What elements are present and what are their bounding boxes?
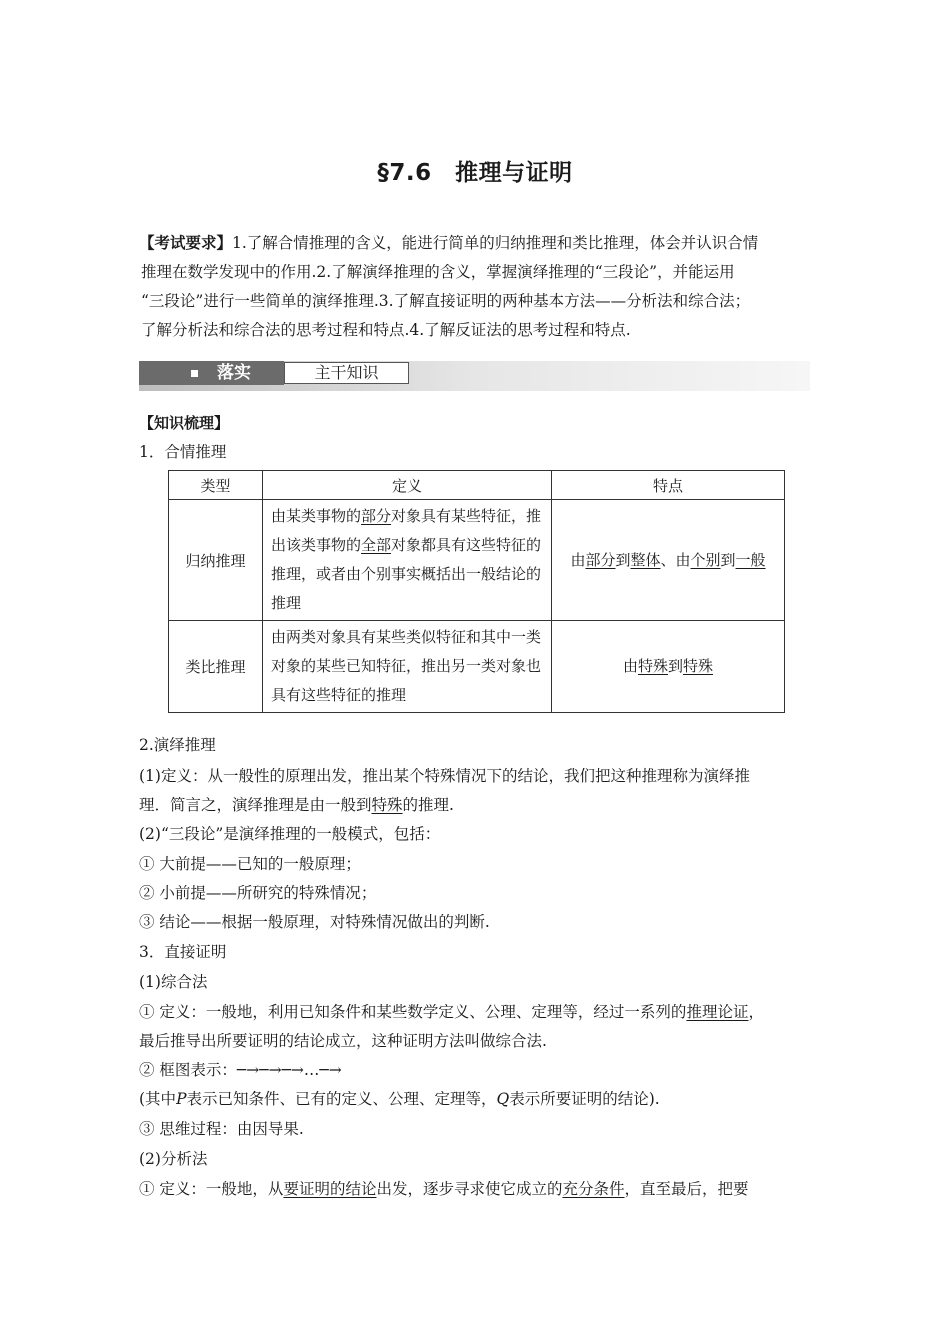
subsection-title: (2)分析法 xyxy=(139,1150,208,1168)
paragraph: ① 定义：一般地，从要证明的结论出发，逐步寻求使它成立的充分条件，直至最后，把要 xyxy=(139,1180,749,1198)
paragraph: (2)“三段论”是演绎推理的一般模式，包括： xyxy=(139,825,441,843)
table-cell-type: 类比推理 xyxy=(169,621,263,713)
section-1-title: 1．合情推理 xyxy=(139,443,227,461)
banner-light-label: 主干知识 xyxy=(284,362,409,384)
paragraph: ① 定义：一般地，利用已知条件和某些数学定义、公理、定理等，经过一系列的推理论证， xyxy=(139,1003,764,1021)
table-row xyxy=(169,500,785,621)
square-bullet-icon xyxy=(191,370,198,377)
knowledge-heading: 【知识梳理】 xyxy=(139,414,230,432)
requirements-line-2: 推理在数学发现中的作用.2.了解演绎推理的含义，掌握演绎推理的“三段论”，并能运用 xyxy=(141,263,735,281)
section-2-title: 2.演绎推理 xyxy=(139,736,216,754)
list-item: ② 小前提——所研究的特殊情况； xyxy=(139,884,377,902)
paragraph: (1)定义：从一般性的原理出发，推出某个特殊情况下的结论，我们把这种推理称为演绎推 xyxy=(139,767,750,785)
table-cell-feature: 由特殊到特殊 xyxy=(552,621,785,713)
table-header: 特点 xyxy=(552,471,785,500)
list-item: ① 大前提——已知的一般原理； xyxy=(139,855,361,873)
banner-dark-label: 落实 xyxy=(139,361,284,385)
exam-requirements xyxy=(139,229,813,345)
table-header-row xyxy=(169,471,785,500)
table-cell-type: 归纳推理 xyxy=(169,500,263,621)
list-item: ② 框图表示：─→─→─→…─→ xyxy=(139,1061,342,1079)
section-banner xyxy=(139,361,810,391)
table-row xyxy=(169,621,785,713)
table-header: 类型 xyxy=(169,471,263,500)
requirements-line-4: 了解分析法和综合法的思考过程和特点.4.了解反证法的思考过程和特点. xyxy=(141,321,631,339)
list-item: ③ 思维过程：由因导果. xyxy=(139,1120,304,1138)
paragraph: (其中P表示已知条件、已有的定义、公理、定理等，Q表示所要证明的结论). xyxy=(139,1090,660,1108)
section-3-title: 3．直接证明 xyxy=(139,943,227,961)
paragraph: 理．简言之，演绎推理是由一般到特殊的推理. xyxy=(139,796,454,814)
reasoning-table xyxy=(168,470,785,713)
requirements-line-1: 【考试要求】1.了解合情推理的含义，能进行简单的归纳推理和类比推理，体会并认识合情 xyxy=(139,234,759,252)
table-cell-definition: 由两类对象具有某些类似特征和其中一类对象的某些已知特征，推出另一类对象也具有这些特征的推理 xyxy=(263,621,552,713)
requirements-tag: 【考试要求】 xyxy=(139,234,233,252)
requirements-line-3: “三段论”进行一些简单的演绎推理.3.了解直接证明的两种基本方法——分析法和综合法； xyxy=(141,292,751,310)
list-item: ③ 结论——根据一般原理，对特殊情况做出的判断. xyxy=(139,913,490,931)
page-title: §7.6 推理与证明 xyxy=(377,160,573,186)
table-cell-definition: 由某类事物的部分对象具有某些特征，推出该类事物的全部对象都具有这些特征的推理，或者由个别事实概括出一般结论的推理 xyxy=(263,500,552,621)
subsection-title: (1)综合法 xyxy=(139,973,208,991)
table-header: 定义 xyxy=(263,471,552,500)
table-cell-feature: 由部分到整体、由个别到一般 xyxy=(552,500,785,621)
paragraph: 最后推导出所要证明的结论成立，这种证明方法叫做综合法. xyxy=(139,1032,547,1050)
